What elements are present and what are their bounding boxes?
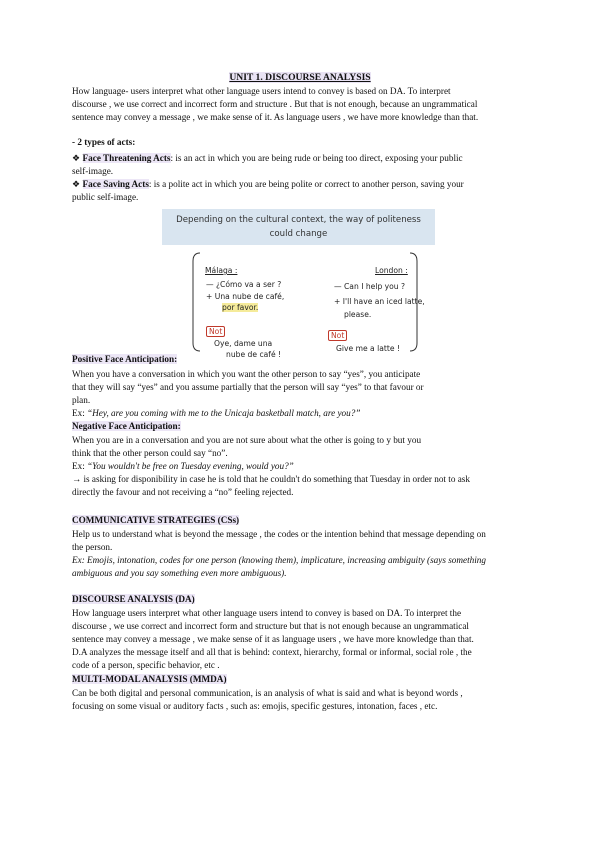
sketch-left-line: — ¿Cómo va a ser ? [206,280,282,289]
intro-line-3: sentence may convey a message , we make sense of it. As language users , we have more knowledge than that. [72,112,479,122]
negative-line: think that the other person could say “no”. [72,448,228,458]
sketch-left-line: + Una nube de café, [206,292,285,301]
positive-example: Ex: “Hey, are you coming with me to the Unicaja basketball match, are you?” [72,408,361,418]
positive-line: plan. [72,395,91,405]
fsa-line: ❖ Face Saving Acts: is a polite act in which you are being polite or correct to another person, saving your [72,179,464,189]
cs-heading: COMMUNICATIVE STRATEGIES (CSs) [72,515,240,525]
sketch-right-line: + I'll have an iced latte, [334,297,425,306]
page-title: UNIT 1. DISCOURSE ANALYSIS [229,72,371,83]
da-line: code of a person, specific behavior, etc . [72,660,220,670]
cs-example: Ex: Emojis, intonation, codes for one person (knowing them), implicature, increasing ambiguity (says something [72,555,486,565]
sketch-left-title: Málaga : [205,266,238,275]
da-line: How language users interpret what other language users intend to convey is based on DA. To interpret the [72,608,462,618]
da-line: sentence may convey a message , we make sense of it as language users , we have more knowledge than that. [72,634,474,644]
da-heading: DISCOURSE ANALYSIS (DA) [72,594,195,604]
fsa-cont: public self-image. [72,192,139,202]
mmda-heading: MULTI-MODAL ANALYSIS (MMDA) [72,674,227,684]
positive-heading: Positive Face Anticipation: [72,354,178,364]
sketch-left-highlight: por favor. [222,303,259,312]
negative-line: When you are in a conversation and you are not sure about what the other is going to y but you [72,435,422,445]
mmda-line: focusing on some visual or auditory facts , such as: emojis, specific gestures, intonation, faces , etc. [72,701,438,711]
da-line: D.A analyzes the message itself and all that is behind: context, hierarchy, formal or informal, social role , the [72,647,472,657]
culture-banner: Depending on the cultural context, the way of politeness could change [162,209,435,245]
intro-line-2: discourse , we use correct and incorrect form and structure . But that is not enough, because an ungrammatical [72,99,478,109]
sketch-left-not-badge: Not [206,326,225,337]
sketch-right-line: — Can I help you ? [334,282,406,291]
negative-line: directly the favour and not receiving a “no” feeling rejected. [72,487,294,497]
sketch-left-bad: Oye, dame una [214,339,273,348]
cs-example: ambiguous and you say something even more ambiguous). [72,568,287,578]
negative-example: Ex: “You wouldn't be free on Tuesday evening, would you?” [72,461,294,471]
diamond-bullet-icon: ❖ [72,179,81,189]
diamond-bullet-icon: ❖ [72,153,81,163]
sketch-right-bad: Give me a latte ! [336,344,400,353]
positive-line: When you have a conversation in which you want the other person to say “yes”, you anticipate [72,369,421,379]
fta-cont: self-image. [72,166,114,176]
sketch-right-title: London : [375,266,408,275]
negative-line: → is asking for disponibility in case he is told that he couldn't do something that Tuesday in order not to ask [72,474,470,484]
negative-heading: Negative Face Anticipation: [72,421,181,431]
cs-line: Help us to understand what is beyond the message , the codes or the intention behind that message depending on [72,529,486,539]
positive-line: that they will say “yes” and you assume partially that the person will say “yes” to that favour or [72,382,424,392]
da-line: discourse , we use correct and incorrect form and structure but that is not enough because an ungrammatical [72,621,469,631]
fta-line: ❖ Face Threatening Acts: is an act in which you are being rude or being too direct, exposing your public [72,153,463,163]
sketch-left-bad: nube de café ! [226,350,282,359]
fta-label: Face Threatening Acts [82,153,171,163]
intro-line-1: How language- users interpret what other language users intend to convey is based on DA. To interpret [72,86,451,96]
types-heading: - 2 types of acts: [72,137,136,147]
sketch-right-not-badge: Not [328,330,347,341]
sketch-right-line: please. [344,310,372,319]
mmda-line: Can be both digital and personal communication, is an analysis of what is said and what is beyond words , [72,688,463,698]
fsa-label: Face Saving Acts [82,179,149,189]
cs-line: the person. [72,542,113,552]
